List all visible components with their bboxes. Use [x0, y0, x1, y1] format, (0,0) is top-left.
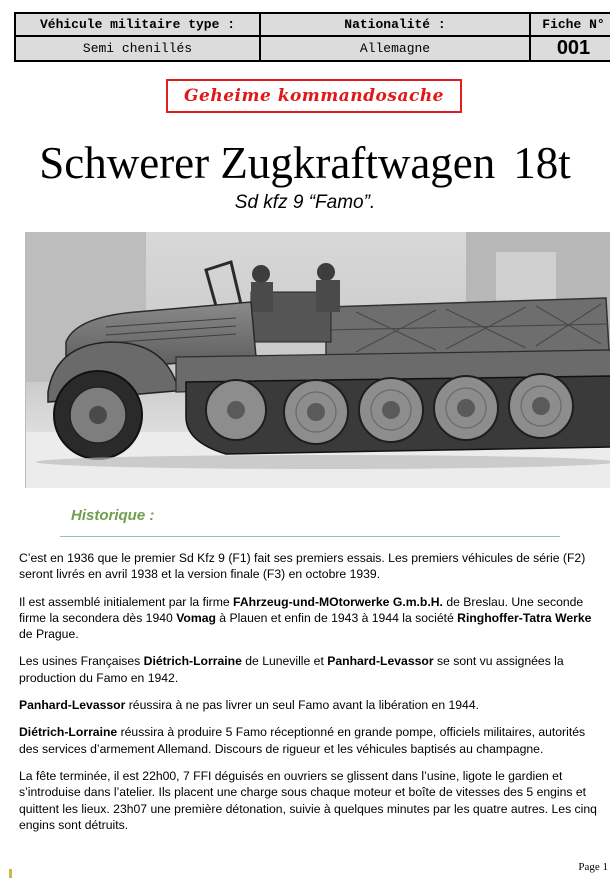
- paragraph-text: réussira à produire 5 Famo réceptionné en grande pompe, officiels militaires, autorités des services d’armement Allemand. Discours de rigueur et les véhicules baptisés au champagne.: [19, 725, 586, 756]
- bold-name: Diétrich-Lorraine: [143, 654, 242, 669]
- sheet-number-value: 001: [530, 36, 610, 61]
- info-header-table: [14, 12, 610, 62]
- history-paragraph: [19, 768, 597, 833]
- section-divider: [60, 536, 560, 537]
- bold-name: Diétrich-Lorraine: [19, 725, 118, 740]
- history-paragraph: [19, 550, 597, 583]
- bold-name: Ringhoffer-Tatra Werke: [457, 610, 592, 625]
- vehicle-photo: [25, 232, 610, 488]
- classified-stamp: Geheime kommandosache: [166, 79, 462, 113]
- nationality-heading: Nationalité :: [260, 13, 530, 36]
- paragraph-text: de Prague.: [19, 627, 79, 642]
- paragraph-text: se sont vu assignées la production du Famo en 1942.: [19, 654, 564, 685]
- bold-name: FAhrzeug-und-MOtorwerke G.m.b.H.: [233, 594, 443, 609]
- section-heading: Historique :: [71, 507, 155, 524]
- bold-name: Panhard-Levassor: [19, 698, 126, 713]
- history-paragraph: [19, 594, 597, 643]
- bold-name: Vomag: [176, 610, 216, 625]
- history-paragraph: [19, 653, 597, 686]
- page-number: Page 1: [578, 861, 608, 873]
- vehicle-type-value: Semi chenillés: [15, 36, 260, 61]
- title-tonnage: 18t: [513, 138, 571, 188]
- margin-mark: [9, 869, 12, 878]
- document-title: [0, 136, 610, 190]
- history-paragraph: [19, 724, 597, 757]
- half-track-illustration: [26, 232, 610, 488]
- bold-name: Panhard-Levassor: [327, 654, 434, 669]
- vehicle-type-heading: Véhicule militaire type :: [15, 13, 260, 36]
- paragraph-text: Il est assemblé initialement par la firme: [19, 594, 234, 609]
- document-subtitle: Sd kfz 9 “Famo”.: [234, 192, 376, 213]
- paragraph-text: C’est en 1936 que le premier Sd Kfz 9 (F1) fait ses premiers essais. Les premiers véhicules de série (F2) seront livrés en avril 1938 et la version finale (F3) en octobre 1939.: [19, 551, 586, 582]
- paragraph-text: à Plauen et enfin de 1943 à 1944 la société: [215, 610, 458, 625]
- paragraph-text: réussira à ne pas livrer un seul Famo avant la libération en 1944.: [125, 698, 479, 713]
- paragraph-text: de Luneville et: [241, 654, 328, 669]
- paragraph-text: Les usines Françaises: [19, 654, 144, 669]
- nationality-value: Allemagne: [260, 36, 530, 61]
- paragraph-text: La fête terminée, il est 22h00, 7 FFI déguisés en ouvriers se glissent dans l’usine, ligote le gardien et s’introduise dans l’atelier. Ils placent une charge sous chaque moteur et boîte de vitesses des 5 engins et quittent les lieux. 23h07 une première détonation, suivie à quelques minutes par les quatre autres. Les cinq engins sont détruits.: [19, 768, 597, 832]
- history-paragraph: [19, 697, 597, 713]
- title-main: Schwerer Zugkraftwagen: [39, 138, 496, 188]
- history-text: [19, 550, 597, 844]
- sheet-number-heading: Fiche N°: [530, 13, 610, 36]
- paragraph-text: de Breslau. Une seconde firme la secondera dès 1940: [19, 594, 584, 625]
